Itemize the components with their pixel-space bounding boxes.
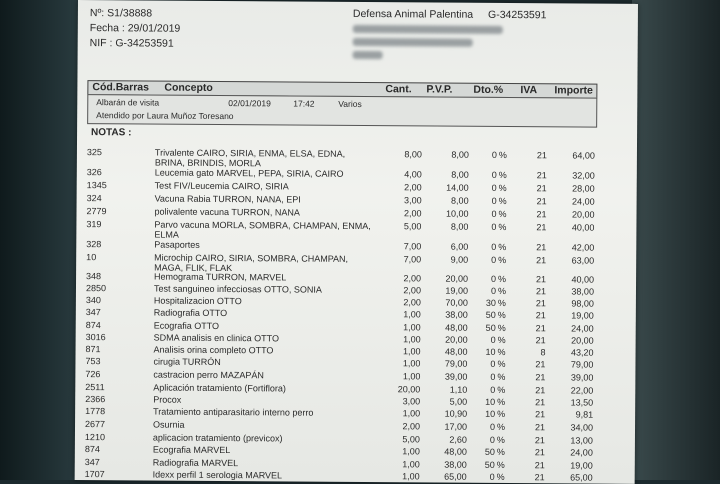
row-concepto: Analisis orina completo OTTO xyxy=(153,344,274,356)
row-cant: 1,00 xyxy=(402,459,420,470)
row-pct-sign: % xyxy=(498,169,507,180)
row-importe: 64,00 xyxy=(572,150,595,161)
row-pvp: 38,00 xyxy=(445,309,468,320)
row-code: 10 xyxy=(86,252,97,263)
row-pvp: 8,00 xyxy=(451,195,469,206)
row-pvp: 20,00 xyxy=(445,334,468,345)
row-code: 1345 xyxy=(86,180,107,191)
row-pct-sign: % xyxy=(497,346,506,357)
row-cant: 1,00 xyxy=(402,408,421,419)
invoice-header-left xyxy=(90,6,181,52)
row-concepto: aplicacion tratamiento (previcox) xyxy=(152,432,283,444)
row-code: 325 xyxy=(86,147,103,158)
row-importe: 79,00 xyxy=(570,359,594,370)
row-iva: 21 xyxy=(535,409,546,420)
row-code: 328 xyxy=(86,239,102,250)
invoice-number: Nº: S1/38888 xyxy=(89,7,153,20)
row-code: 319 xyxy=(86,219,102,230)
row-pct-sign: % xyxy=(498,241,507,252)
row-concepto: Test sanguineo infecciosas OTTO, SONIA xyxy=(153,283,322,295)
row-code: 3016 xyxy=(85,332,106,343)
row-dto: 0 xyxy=(489,434,495,445)
albaran-attended: Atendido por Laura Muñoz Toresano xyxy=(96,110,234,122)
albaran-label: Albarán de visita xyxy=(96,97,160,108)
row-dto: 0 xyxy=(491,182,497,193)
row-concepto: Trivalente CAIRO, SIRIA, ENMA, ELSA, EDNA, BRINA, BRINDIS, MORLA xyxy=(154,147,346,169)
row-importe: 65,00 xyxy=(570,472,593,483)
row-pvp: 14,00 xyxy=(446,182,469,193)
row-cant: 1,00 xyxy=(402,471,420,482)
row-pct-sign: % xyxy=(496,446,505,457)
table-row xyxy=(76,320,636,334)
row-dto: 0 xyxy=(491,149,497,160)
row-dto: 0 xyxy=(490,334,496,345)
row-pct-sign: % xyxy=(498,221,507,232)
row-cant: 1,00 xyxy=(403,322,421,333)
row-iva: 21 xyxy=(536,170,547,181)
row-code: 1778 xyxy=(85,406,106,417)
redacted-city xyxy=(353,38,473,47)
row-code: 871 xyxy=(85,344,101,355)
row-importe: 34,00 xyxy=(570,422,594,433)
row-pvp: 8,00 xyxy=(450,221,469,232)
row-concepto: Idexx perfil 1 serologia MARVEL xyxy=(152,469,283,481)
row-code: 753 xyxy=(85,356,101,367)
row-dto: 30 xyxy=(485,297,496,308)
row-pvp: 48,00 xyxy=(445,322,468,333)
row-dto: 0 xyxy=(490,358,496,369)
row-pct-sign: % xyxy=(497,396,506,407)
row-code: 324 xyxy=(86,193,102,204)
row-pvp: 65,00 xyxy=(444,471,467,482)
table-row xyxy=(75,394,635,408)
row-dto: 0 xyxy=(489,471,495,482)
row-code: 1210 xyxy=(84,432,106,443)
row-dto: 10 xyxy=(485,396,496,407)
row-pct-sign: % xyxy=(497,408,506,419)
table-row xyxy=(75,469,635,483)
row-cant: 7,00 xyxy=(403,254,422,265)
row-code: 326 xyxy=(86,167,102,178)
row-concepto: Test FIV/Leucemia CAIRO, SIRIA xyxy=(154,180,289,192)
row-code: 340 xyxy=(85,295,101,306)
row-importe: 24,00 xyxy=(570,447,593,458)
row-cant: 5,00 xyxy=(402,434,420,445)
row-concepto: Ecografia MARVEL xyxy=(152,444,231,456)
row-pct-sign: % xyxy=(497,371,506,382)
row-concepto: Aplicación tratamiento (Fortiflora) xyxy=(153,382,286,394)
row-pvp: 39,00 xyxy=(444,371,468,382)
row-importe: 98,00 xyxy=(571,298,594,309)
row-importe: 13,50 xyxy=(570,397,594,408)
albaran-type: Varios xyxy=(338,98,362,109)
invoice-date: Fecha : 29/01/2019 xyxy=(89,22,181,35)
row-pvp: 48,00 xyxy=(444,446,467,457)
row-code: 348 xyxy=(86,271,102,282)
row-iva: 21 xyxy=(535,286,547,297)
row-importe: 20,00 xyxy=(571,209,595,220)
row-importe: 38,00 xyxy=(571,286,595,297)
table-row xyxy=(77,147,637,169)
row-cant: 1,00 xyxy=(402,346,421,357)
row-dto: 0 xyxy=(491,273,497,284)
row-code: 2677 xyxy=(85,419,106,430)
row-iva: 21 xyxy=(535,359,546,370)
row-iva: 21 xyxy=(535,323,546,334)
row-concepto: Vacuna Rabia TURRON, NANA, EPI xyxy=(154,193,301,205)
table-row xyxy=(76,283,636,297)
row-cant: 5,00 xyxy=(403,221,422,232)
table-row xyxy=(76,219,636,240)
table-row xyxy=(75,369,635,383)
table-row xyxy=(77,193,637,207)
row-iva: 21 xyxy=(536,255,547,266)
table-row xyxy=(75,432,635,446)
row-importe: 24,00 xyxy=(571,323,594,334)
row-cant: 1,00 xyxy=(402,358,421,369)
row-importe: 43,20 xyxy=(570,347,594,358)
row-concepto: Procox xyxy=(153,394,182,405)
table-row xyxy=(77,206,637,220)
row-concepto: Osurnia xyxy=(153,419,185,430)
row-importe: 19,00 xyxy=(570,460,593,471)
row-iva: 21 xyxy=(535,385,546,396)
row-dto: 0 xyxy=(491,221,497,232)
row-dto: 0 xyxy=(491,254,497,265)
row-cant: 1,00 xyxy=(402,371,421,382)
row-cant: 7,00 xyxy=(403,241,422,252)
row-iva: 21 xyxy=(536,209,547,220)
table-row xyxy=(76,252,636,274)
row-iva: 21 xyxy=(535,310,546,321)
notas-label: NOTAS : xyxy=(91,127,132,139)
row-dto: 50 xyxy=(485,309,496,320)
row-dto: 0 xyxy=(489,421,496,432)
row-pvp: 20,00 xyxy=(445,273,469,284)
row-dto: 10 xyxy=(485,346,496,357)
row-pvp: 19,00 xyxy=(445,285,469,296)
row-pct-sign: % xyxy=(497,285,507,296)
table-row xyxy=(75,457,635,471)
col-importe: Importe xyxy=(554,84,593,97)
row-pvp: 8,00 xyxy=(451,149,469,160)
table-row xyxy=(76,295,636,309)
row-importe: 39,00 xyxy=(570,372,594,383)
row-iva: 21 xyxy=(535,298,546,309)
row-pvp: 10,00 xyxy=(445,208,469,219)
invoice-nif: NIF : G-34253591 xyxy=(89,37,174,50)
row-code: 874 xyxy=(84,444,100,455)
row-importe: 20,00 xyxy=(571,335,594,346)
row-dto: 0 xyxy=(491,195,497,206)
row-importe: 24,00 xyxy=(572,196,595,207)
col-dto: Dto.% xyxy=(473,83,504,96)
albaran-time: 17:42 xyxy=(293,98,315,109)
row-dto: 0 xyxy=(490,384,496,395)
row-concepto: Hospitalizacion OTTO xyxy=(153,295,242,307)
col-pvp: P.V.P. xyxy=(426,83,453,96)
row-cant: 1,00 xyxy=(402,446,420,457)
row-importe: 40,00 xyxy=(571,274,595,285)
col-cant: Cant. xyxy=(385,83,412,96)
col-iva: IVA xyxy=(520,84,538,97)
row-pvp: 2,60 xyxy=(449,434,467,445)
table-row xyxy=(76,332,636,346)
row-dto: 50 xyxy=(484,446,495,457)
table-row xyxy=(76,344,636,358)
row-concepto: Tratamiento antiparasitario interno perro xyxy=(153,406,314,418)
row-pct-sign: % xyxy=(498,182,507,193)
row-pvp: 48,00 xyxy=(444,346,468,357)
row-code: 726 xyxy=(85,369,101,380)
row-pct-sign: % xyxy=(497,358,506,369)
row-pct-sign: % xyxy=(498,254,507,265)
row-importe: 19,00 xyxy=(571,310,594,321)
row-concepto: Radiografia MARVEL xyxy=(152,457,239,469)
table-row xyxy=(75,382,635,396)
row-code: 874 xyxy=(85,320,101,331)
row-dto: 50 xyxy=(485,322,496,333)
row-iva: 21 xyxy=(536,274,547,285)
table-row xyxy=(76,356,636,370)
col-concepto: Concepto xyxy=(164,81,213,94)
row-iva: 21 xyxy=(535,397,546,408)
row-code: 2511 xyxy=(85,382,105,393)
row-pct-sign: % xyxy=(497,334,506,345)
row-pct-sign: % xyxy=(498,208,507,219)
row-importe: 42,00 xyxy=(571,242,595,253)
row-pvp: 8,00 xyxy=(451,169,469,180)
row-dto: 0 xyxy=(490,285,497,296)
row-pct-sign: % xyxy=(496,459,505,470)
row-dto: 0 xyxy=(491,208,497,219)
row-concepto: Parvo vacuna MORLA, SOMBRA, CHAMPAN, ENMA, ELMA xyxy=(154,219,371,240)
row-pct-sign: % xyxy=(498,273,507,284)
table-row xyxy=(75,444,635,458)
company-nif: G-34253591 xyxy=(488,8,547,22)
row-code: 2850 xyxy=(85,283,107,294)
row-importe: 22,00 xyxy=(570,385,594,396)
row-dto: 10 xyxy=(485,408,496,419)
row-pct-sign: % xyxy=(496,434,505,445)
row-importe: 40,00 xyxy=(571,222,595,233)
row-code: 2779 xyxy=(86,206,107,217)
row-pvp: 79,00 xyxy=(444,358,468,369)
row-concepto: Hemograma TURRON, MARVEL xyxy=(154,271,287,283)
row-iva: 21 xyxy=(536,183,547,194)
row-iva: 21 xyxy=(536,242,547,253)
row-pvp: 6,00 xyxy=(450,241,469,252)
row-iva: 21 xyxy=(534,435,545,446)
row-dto: 0 xyxy=(490,371,496,382)
redacted-postcode xyxy=(353,51,383,59)
row-dto: 0 xyxy=(491,241,497,252)
row-cant: 20,00 xyxy=(397,384,421,395)
row-iva: 21 xyxy=(535,335,546,346)
row-iva: 21 xyxy=(536,150,547,161)
row-pct-sign: % xyxy=(497,309,506,320)
row-iva: 8 xyxy=(540,347,546,358)
row-pct-sign: % xyxy=(497,297,506,308)
row-cant: 3,00 xyxy=(402,396,421,407)
row-pvp: 1,10 xyxy=(449,384,468,395)
row-dto: 50 xyxy=(484,459,495,470)
row-importe: 32,00 xyxy=(572,170,595,181)
row-pvp: 17,00 xyxy=(444,421,468,432)
row-importe: 63,00 xyxy=(571,255,595,266)
row-concepto: castracion perro MAZAPÁN xyxy=(153,369,264,381)
row-code: 347 xyxy=(85,307,101,318)
row-code: 347 xyxy=(84,457,100,468)
invoice-paper xyxy=(75,0,638,484)
row-cant: 2,00 xyxy=(402,421,421,432)
row-iva: 21 xyxy=(534,447,545,458)
row-pct-sign: % xyxy=(496,421,506,432)
row-dto: 0 xyxy=(491,169,497,180)
company-name: Defensa Animal Palentina xyxy=(352,7,474,21)
row-pvp: 38,00 xyxy=(444,459,467,470)
row-code: 2366 xyxy=(85,394,106,405)
row-cant: 2,00 xyxy=(404,182,422,193)
row-iva: 21 xyxy=(535,372,546,383)
row-cant: 2,00 xyxy=(403,208,422,219)
albaran-box xyxy=(87,94,597,128)
table-row xyxy=(76,307,636,321)
row-pct-sign: % xyxy=(498,195,507,206)
row-pvp: 10,90 xyxy=(444,408,468,419)
row-cant: 2,00 xyxy=(403,273,422,284)
row-pvp: 5,00 xyxy=(449,396,468,407)
row-concepto: Microchip CAIRO, SIRIA, SOMBRA, CHAMPAN, MAGA, FLIK, FLAK xyxy=(154,252,349,274)
row-concepto: Ecografia OTTO xyxy=(153,320,220,331)
row-importe: 13,00 xyxy=(570,435,593,446)
row-concepto: SDMA analisis en clinica OTTO xyxy=(153,332,280,344)
row-cant: 2,00 xyxy=(403,297,421,308)
row-iva: 21 xyxy=(536,196,547,207)
row-cant: 3,00 xyxy=(404,195,422,206)
row-concepto: Radiografia OTTO xyxy=(153,307,228,319)
row-cant: 4,00 xyxy=(404,169,422,180)
table-row xyxy=(75,406,635,420)
row-importe: 28,00 xyxy=(572,183,595,194)
row-cant: 1,00 xyxy=(403,309,421,320)
row-concepto: Leucemia gato MARVEL, PEPA, SIRIA, CAIRO xyxy=(154,167,344,179)
row-cant: 2,00 xyxy=(403,285,422,296)
row-pct-sign: % xyxy=(497,322,506,333)
background-left xyxy=(0,0,80,480)
row-concepto: Pasaportes xyxy=(154,239,200,250)
row-pct-sign: % xyxy=(497,384,506,395)
row-iva: 21 xyxy=(534,460,545,471)
row-concepto: polivalente vacuna TURRON, NANA xyxy=(154,206,300,218)
table-row xyxy=(75,419,635,433)
albaran-date: 02/01/2019 xyxy=(228,98,271,109)
table-row xyxy=(77,180,637,194)
row-iva: 21 xyxy=(534,422,546,433)
redacted-address xyxy=(353,25,503,34)
row-cant: 1,00 xyxy=(403,334,421,345)
row-pct-sign: % xyxy=(496,471,505,482)
invoice-header-right xyxy=(353,8,547,60)
row-importe: 9,81 xyxy=(575,409,594,420)
background-right xyxy=(632,0,720,480)
row-concepto: cirugia TURRÓN xyxy=(153,356,221,368)
row-pct-sign: % xyxy=(498,149,507,160)
row-pvp: 70,00 xyxy=(445,297,468,308)
col-codigo: Cód.Barras xyxy=(92,81,150,94)
row-cant: 8,00 xyxy=(404,149,422,160)
row-iva: 21 xyxy=(534,472,545,483)
row-pvp: 9,00 xyxy=(450,254,469,265)
row-code: 1707 xyxy=(84,469,105,480)
row-iva: 21 xyxy=(536,222,547,233)
